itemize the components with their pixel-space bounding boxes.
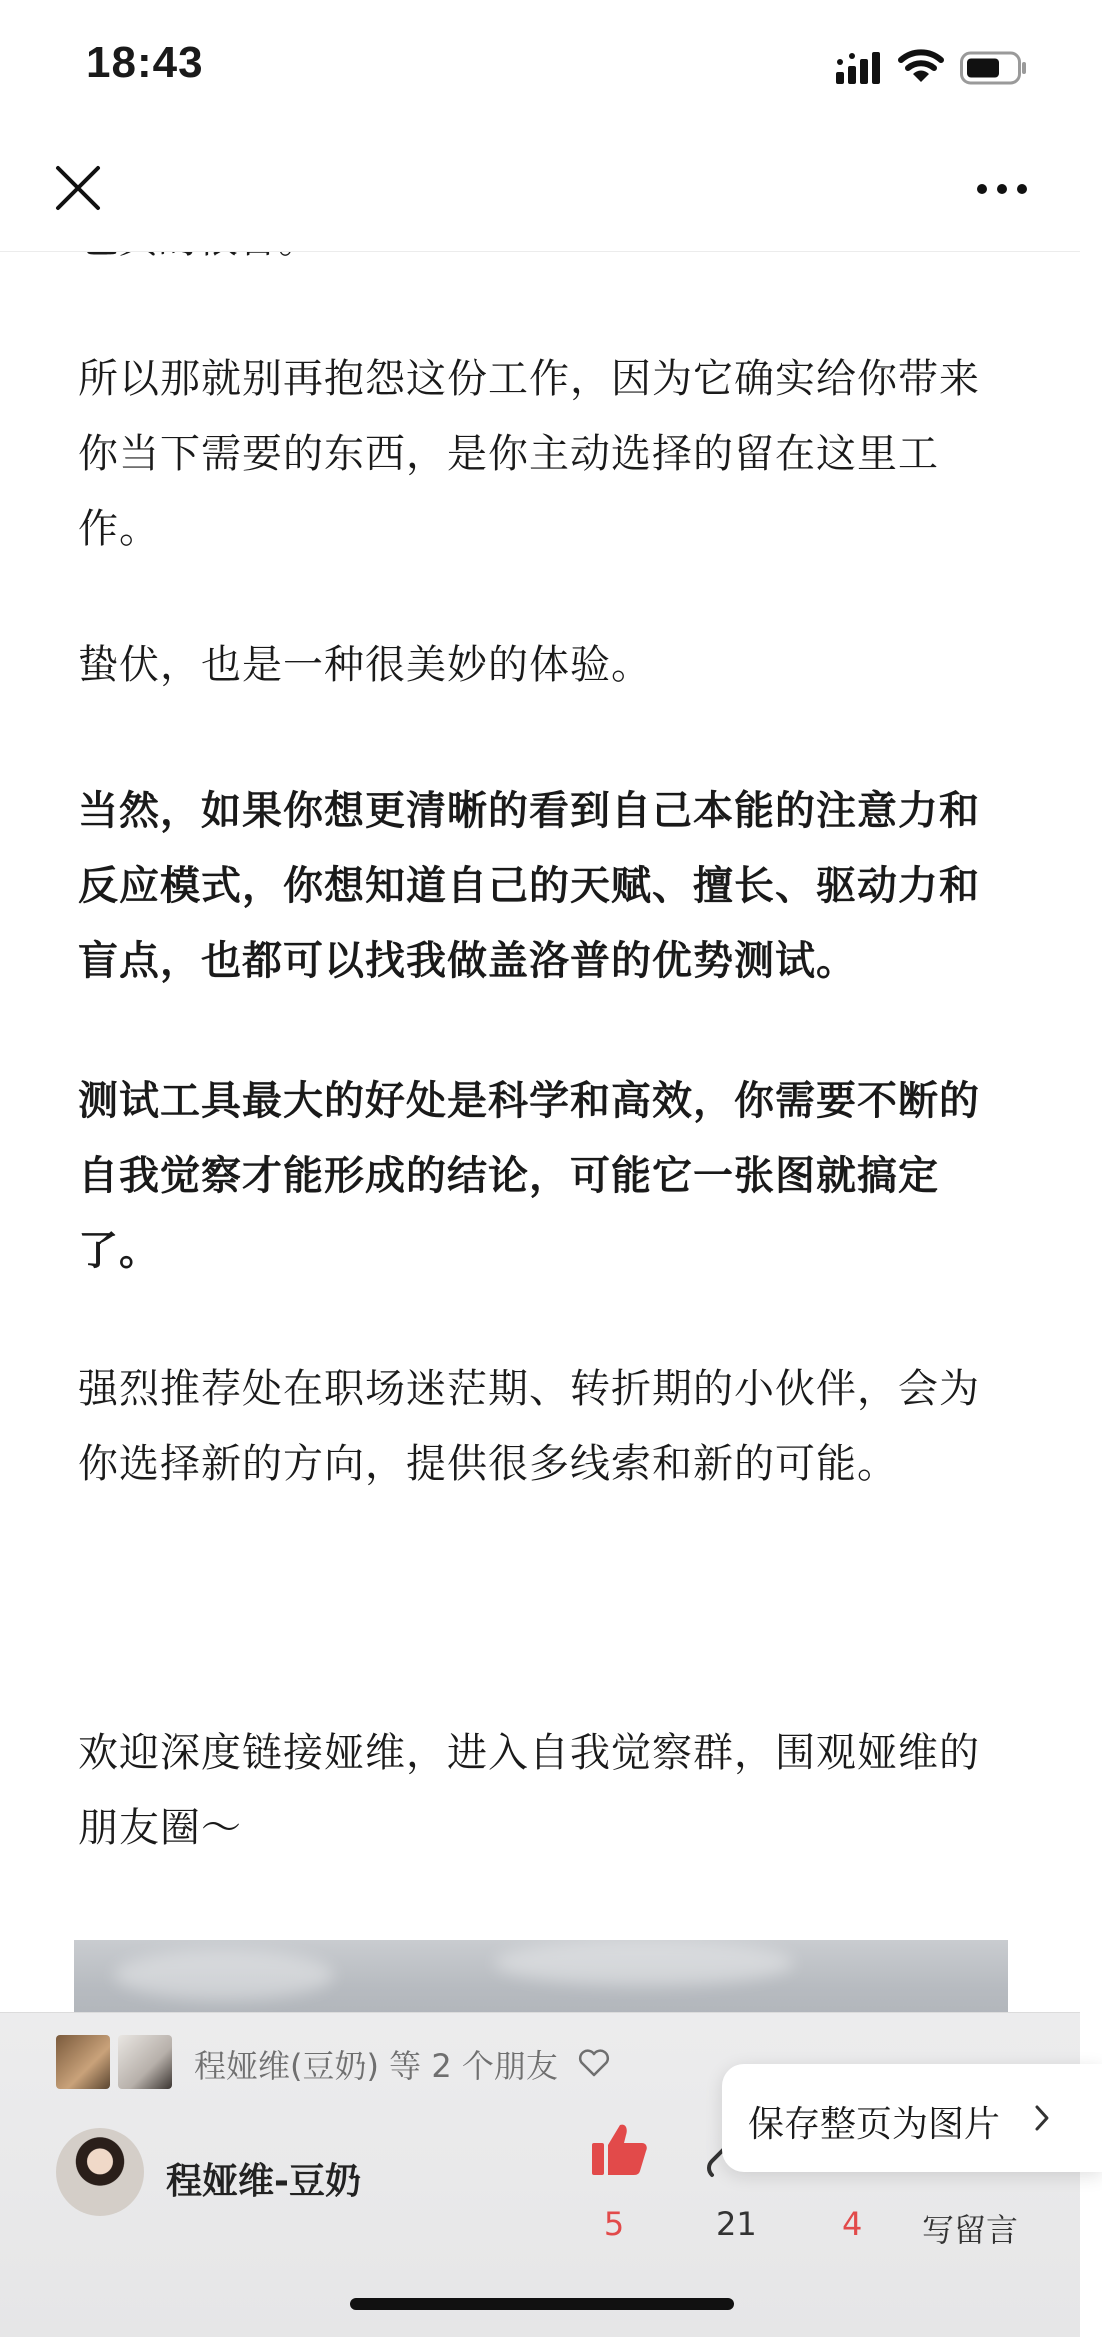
paragraph: 所以那就别再抱怨这份工作，因为它确实给你带来你当下需要的东西，是你主动选择的留在这里工作。: [78, 356, 980, 552]
close-icon[interactable]: [50, 160, 106, 216]
share-count: 21: [716, 2205, 757, 2243]
status-bar: [0, 0, 1080, 130]
friend-avatar: [56, 2035, 110, 2089]
author-name[interactable]: 程娅维-豆奶: [166, 2161, 361, 2202]
thumbs-up-icon[interactable]: [590, 2121, 648, 2177]
paragraph-bold: 测试工具最大的好处是科学和高效，你需要不断的自我觉察才能形成的结论，可能它一张图就搞定了。: [78, 1078, 980, 1274]
cloud-shape: [114, 1950, 334, 2000]
home-indicator[interactable]: [350, 2298, 734, 2310]
like-count: 5: [603, 2205, 625, 2243]
battery-icon: [960, 50, 1028, 86]
nav-bar: [0, 130, 1080, 252]
friend-avatar: [118, 2035, 172, 2089]
chevron-right-icon: [1032, 2102, 1052, 2134]
status-time: 18:43: [86, 38, 204, 87]
paragraph-bold: 当然，如果你想更清晰的看到自己本能的注意力和反应模式，你想知道自己的天赋、擅长、驱动力和盲点，也都可以找我做盖洛普的优势测试。: [78, 788, 980, 984]
author-avatar[interactable]: [56, 2128, 144, 2216]
paragraph: 蛰伏，也是一种很美妙的体验。: [78, 642, 652, 688]
heart-outline-icon: [578, 2049, 610, 2077]
save-page-as-image-button[interactable]: [722, 2064, 1102, 2172]
friends-liked-text[interactable]: 程娅维(豆奶) 等 2 个朋友: [194, 2047, 558, 2085]
paragraph: 强烈推荐处在职场迷茫期、转折期的小伙伴，会为你选择新的方向，提供很多线索和新的可能。: [78, 1366, 980, 1487]
article-body: [0, 252, 1080, 2012]
bottom-action-bar: [0, 2012, 1080, 2337]
wifi-icon: [898, 46, 944, 86]
cloud-shape: [494, 1940, 794, 1986]
save-page-label: 保存整页为图片: [748, 2104, 1001, 2145]
friend-avatars: [56, 2035, 172, 2091]
paragraph: 欢迎深度链接娅维，进入自我觉察群，围观娅维的朋友圈～: [78, 1730, 980, 1851]
wow-count: 4: [842, 2205, 863, 2243]
more-options-icon[interactable]: [974, 174, 1030, 204]
write-comment-button[interactable]: 写留言: [922, 2211, 1019, 2249]
cellular-signal-icon: [836, 50, 884, 86]
